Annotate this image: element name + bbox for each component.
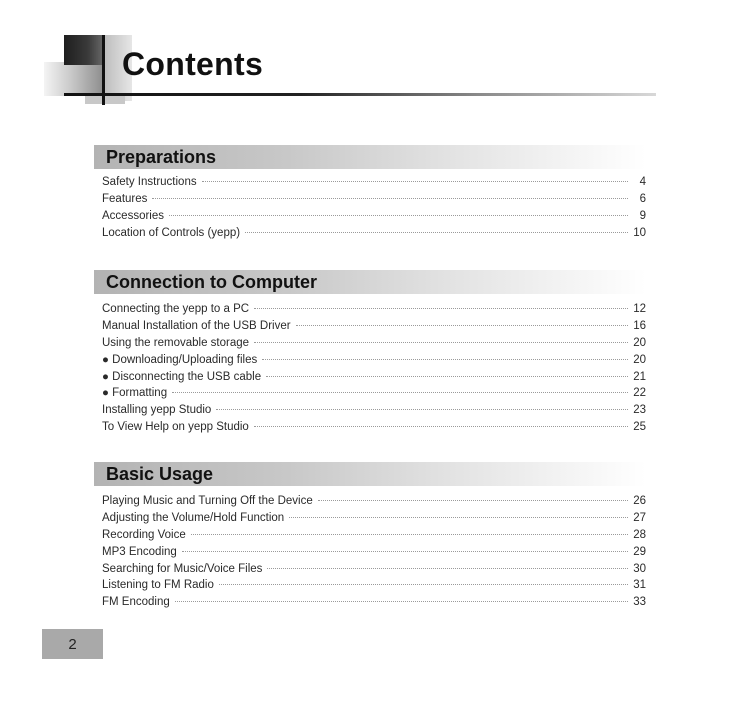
toc-page-number: 20: [633, 336, 646, 349]
toc-entry[interactable]: [94, 529, 646, 546]
toc-entry[interactable]: [94, 563, 646, 580]
toc-entry-label: To View Help on yepp Studio: [102, 421, 249, 434]
toc-entry[interactable]: [94, 371, 646, 388]
toc-entry[interactable]: [94, 546, 646, 563]
decor-block-dark: [64, 35, 104, 65]
toc-entry-label: ● Downloading/Uploading files: [102, 353, 258, 366]
toc-page-number: 23: [633, 404, 646, 417]
toc-entry-label: Manual Installation of the USB Driver: [102, 319, 291, 332]
toc-entry-label: Location of Controls (yepp): [102, 226, 241, 239]
dot-leader: [266, 376, 628, 377]
dot-leader: [296, 325, 628, 326]
toc-page-number: 27: [633, 511, 646, 524]
toc-entry[interactable]: [94, 337, 646, 354]
toc-entry-label: FM Encoding: [102, 596, 170, 609]
dot-leader: [254, 426, 628, 427]
toc-page-number: 9: [639, 209, 646, 222]
toc-entry[interactable]: [94, 210, 646, 227]
dot-leader: [191, 534, 628, 535]
toc-entry-label: Safety Instructions: [102, 176, 197, 188]
dot-leader: [254, 308, 628, 309]
toc-list: [94, 176, 646, 244]
toc-entry-label: Features: [102, 192, 148, 205]
toc-entry[interactable]: [94, 320, 646, 337]
page-number-badge: [42, 629, 103, 659]
dot-leader: [245, 232, 628, 233]
section-title: Preparations: [106, 147, 217, 167]
dot-leader: [172, 392, 628, 393]
toc-entry-label: Using the removable storage: [102, 336, 250, 349]
dot-leader: [182, 551, 628, 552]
toc-list: [94, 303, 646, 438]
toc-page-number: 26: [633, 495, 646, 507]
decor-block-light: [44, 62, 104, 96]
toc-entry-label: Installing yepp Studio: [102, 404, 212, 417]
toc-entry[interactable]: [94, 303, 646, 320]
toc-entry[interactable]: [94, 404, 646, 421]
dot-leader: [254, 342, 628, 343]
dot-leader: [267, 568, 628, 569]
dot-leader: [202, 181, 628, 182]
dot-leader: [152, 198, 628, 199]
page-title: Contents: [122, 46, 264, 82]
toc-page-number: 25: [633, 421, 646, 434]
section-basic-usage: [94, 462, 646, 613]
toc-entry[interactable]: [94, 512, 646, 529]
section-title: Basic Usage: [106, 464, 214, 484]
dot-leader: [216, 409, 628, 410]
toc-page-number: 20: [633, 353, 646, 366]
toc-page-number: 31: [633, 579, 646, 592]
toc-entry-label: Listening to FM Radio: [102, 579, 214, 592]
toc-page-number: 30: [633, 562, 646, 575]
section-header: [94, 145, 646, 169]
toc-page-number: 21: [633, 370, 646, 383]
toc-entry-label: MP3 Encoding: [102, 545, 177, 558]
toc-entry[interactable]: [94, 193, 646, 210]
toc-entry-label: Accessories: [102, 209, 164, 222]
page-number: 2: [68, 635, 77, 653]
toc-entry-label: Connecting the yepp to a PC: [102, 303, 250, 315]
toc-page-number: 12: [633, 303, 646, 315]
dot-leader: [219, 584, 628, 585]
toc-entry[interactable]: [94, 579, 646, 596]
toc-entry-label: Searching for Music/Voice Files: [102, 562, 263, 575]
toc-entry[interactable]: [94, 354, 646, 371]
section-title: Connection to Computer: [106, 272, 317, 292]
toc-page-number: 4: [639, 176, 646, 188]
section-header: [94, 270, 646, 294]
toc-entry-label: ● Formatting: [102, 387, 168, 400]
toc-entry[interactable]: [94, 495, 646, 512]
toc-entry-label: Recording Voice: [102, 528, 186, 541]
toc-entry[interactable]: [94, 596, 646, 613]
dot-leader: [289, 517, 628, 518]
dot-leader: [318, 500, 628, 501]
section-connection-to-computer: [94, 270, 646, 438]
title-underline: [64, 93, 656, 96]
toc-entry[interactable]: [94, 176, 646, 193]
toc-page-number: 22: [633, 387, 646, 400]
toc-entry[interactable]: [94, 387, 646, 404]
toc-page-number: 28: [633, 528, 646, 541]
toc-page-number: 16: [633, 319, 646, 332]
dot-leader: [175, 601, 628, 602]
section-header: [94, 462, 646, 486]
section-preparations: [94, 145, 646, 244]
toc-entry-label: Adjusting the Volume/Hold Function: [102, 511, 285, 524]
dot-leader: [262, 359, 628, 360]
toc-page-number: 33: [633, 596, 646, 609]
toc-entry-label: Playing Music and Turning Off the Device: [102, 495, 313, 507]
toc-entry-label: ● Disconnecting the USB cable: [102, 370, 262, 383]
toc-page-number: 29: [633, 545, 646, 558]
toc-page-number: 6: [639, 192, 646, 205]
toc-page-number: 10: [633, 226, 646, 239]
dot-leader: [169, 215, 628, 216]
toc-entry[interactable]: [94, 227, 646, 244]
toc-entry[interactable]: [94, 421, 646, 438]
decor-block-bottom: [85, 96, 125, 104]
toc-list: [94, 495, 646, 613]
